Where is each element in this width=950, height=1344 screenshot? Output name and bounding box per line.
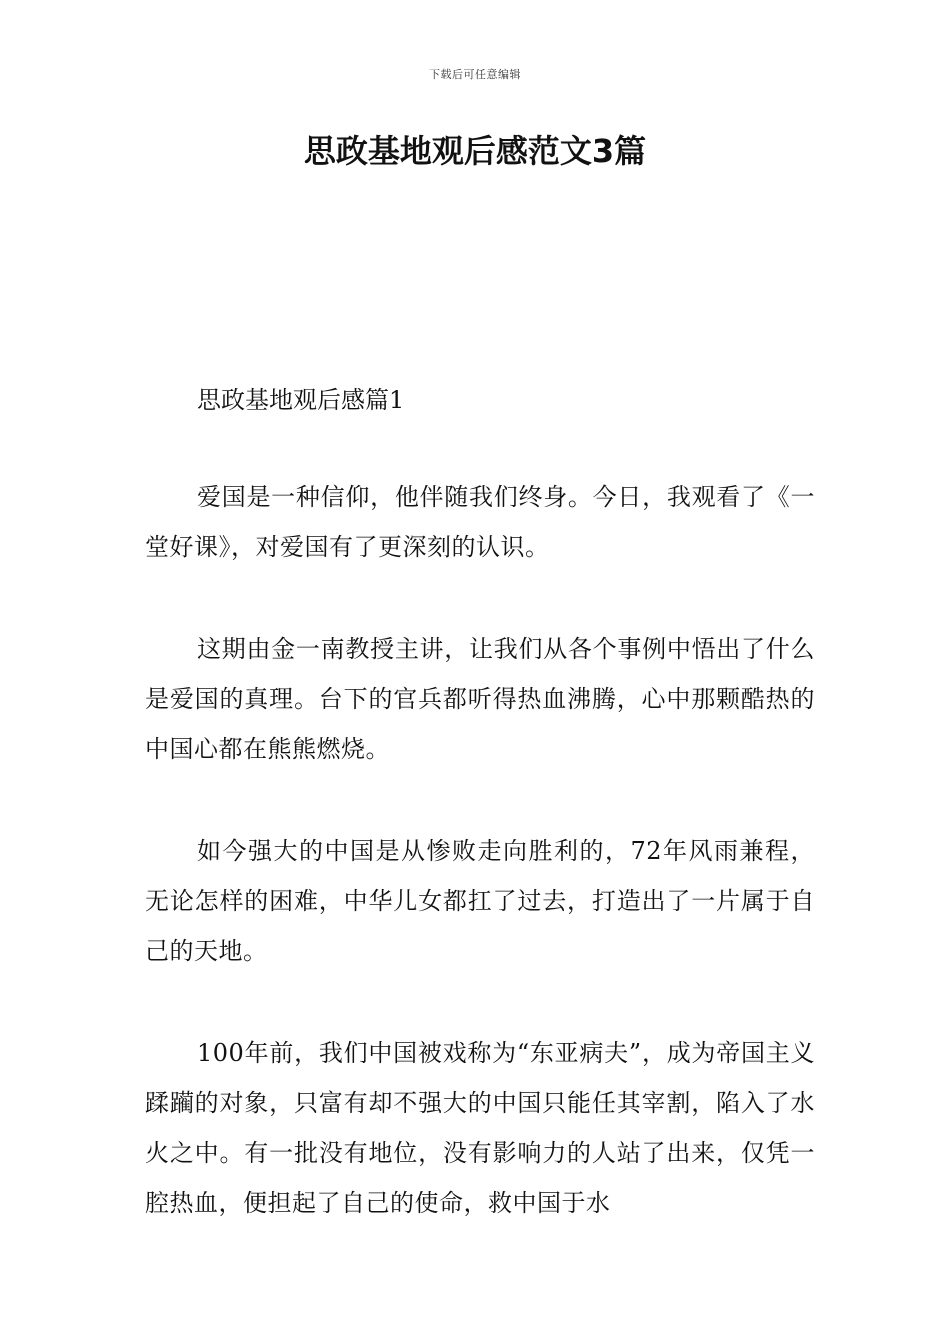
document-title: 思政基地观后感范文3篇 (303, 132, 647, 170)
paragraph-3: 如今强大的中国是从惨败走向胜利的，72年风雨兼程，无论怎样的困难，中华儿女都扛了过去，打造出了一片属于自己的天地。 (145, 837, 815, 965)
paragraph-1: 爱国是一种信仰，他伴随我们终身。今日，我观看了《一堂好课》，对爱国有了更深刻的认识。 (145, 483, 815, 561)
paragraph-4: 100年前，我们中国被戏称为“东亚病夫”，成为帝国主义蹂躏的对象，只富有却不强大的中国只能任其宰割，陷入了水火之中。有一批没有地位，没有影响力的人站了出来，仅凭一腔热血，便担起了自己的使命，救中国于水 (145, 1039, 815, 1217)
section-heading: 思政基地观后感篇1 (197, 386, 405, 414)
paragraph-2: 这期由金一南教授主讲，让我们从各个事例中悟出了什么是爱国的真理。台下的官兵都听得热血沸腾，心中那颗酷热的中国心都在熊熊燃烧。 (145, 635, 815, 763)
document-body (145, 376, 815, 1280)
download-note: 下载后可任意编辑 (429, 68, 521, 81)
